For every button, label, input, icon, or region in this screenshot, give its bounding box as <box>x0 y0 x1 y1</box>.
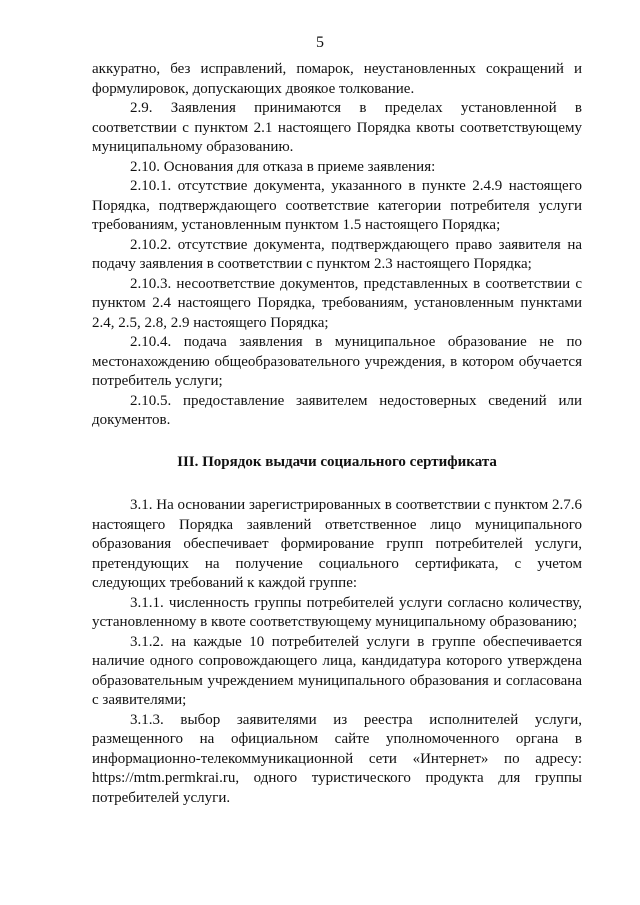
paragraph: 2.10.2. отсутствие документа, подтверждающего право заявителя на подачу заявления в соответствии с пунктом 2.3 настоящего Порядка; <box>92 236 582 272</box>
paragraph: 2.10. Основания для отказа в приеме заявления: <box>130 158 436 175</box>
document-body <box>92 60 582 808</box>
paragraph: 3.1.2. на каждые 10 потребителей услуги в группе обеспечивается наличие одного сопровождающего лица, кандидатура которого утверждена образовательным учреждением муниципального образования и согласована с заявителями; <box>92 633 582 708</box>
page-number: 5 <box>316 34 324 51</box>
paragraph: аккуратно, без исправлений, помарок, неустановленных сокращений и формулировок, допускающих двоякое толкование. <box>92 61 582 97</box>
paragraph: 3.1.1. численность группы потребителей услуги согласно количеству, установленному в квоте соответствующему муниципальному образованию; <box>92 594 582 630</box>
paragraph: 2.10.5. предоставление заявителем недостоверных сведений или документов. <box>92 392 582 428</box>
paragraph: 2.9. Заявления принимаются в пределах установленной в соответствии с пунктом 2.1 настоящего Порядка квоты соответствующему муниципальному образованию. <box>92 100 582 155</box>
paragraph: 2.10.3. несоответствие документов, представленных в соответствии с пунктом 2.4 настоящего Порядка, требованиям, установленным пунктами 2.4, 2.5, 2.8, 2.9 настоящего Порядка; <box>92 275 582 331</box>
paragraph: 3.1. На основании зарегистрированных в соответствии с пунктом 2.7.6 настоящего Порядка заявлений ответственное лицо муниципального образования обеспечивает формирование групп потребителей услуги, претендующих на получение социального сертификата, с учетом следующих требований к каждой группе: <box>92 497 582 591</box>
paragraph: 2.10.4. подача заявления в муниципальное образование не по местонахождению общеобразовательного учреждения, в котором обучается потребитель услуги; <box>92 334 582 389</box>
paragraph: 3.1.3. выбор заявителями из реестра исполнителей услуги, размещенного на официальном сайте уполномоченного органа в информационно-телекоммуникационной сети «Интернет» по адресу: https://mtm.permkrai.ru, одного туристического продукта для группы потребителей услуги. <box>92 711 582 806</box>
paragraph: 2.10.1. отсутствие документа, указанного в пункте 2.4.9 настоящего Порядка, подтверждающего соответствие категории потребителя услуги требованиям, установленным пунктом 1.5 настоящего Порядка; <box>92 178 582 233</box>
section-title: III. Порядок выдачи социального сертификата <box>177 453 497 470</box>
